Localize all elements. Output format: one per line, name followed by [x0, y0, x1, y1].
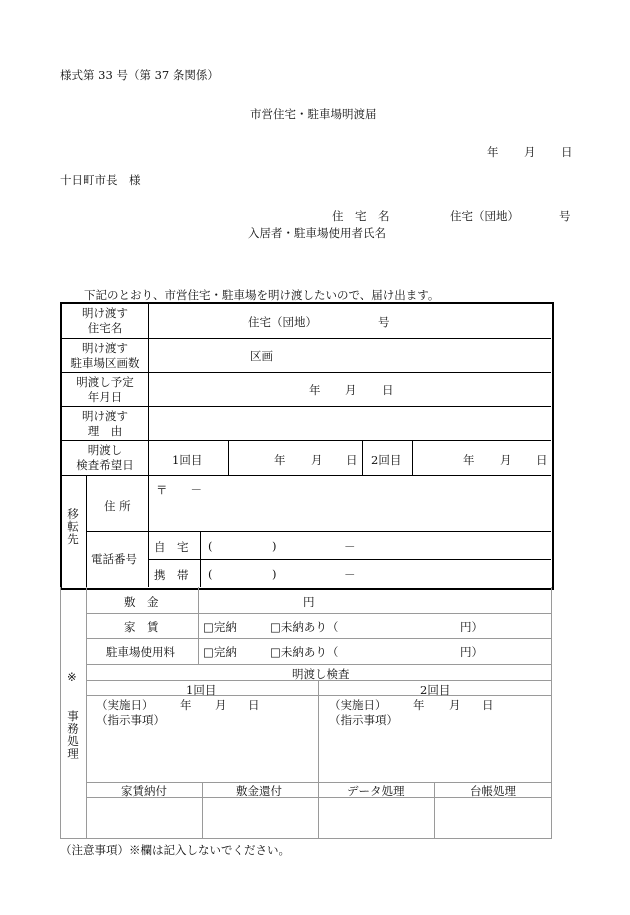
rent-unpaid-unit: 円）	[460, 620, 483, 634]
second-impl-year: 年	[413, 698, 425, 712]
inspection-second-month[interactable]: 月	[500, 453, 512, 467]
rent-payment-header: 家賃納付	[121, 784, 167, 798]
document-title: 市営住宅・駐車場明渡届	[250, 107, 377, 121]
housing-number-suffix: 号	[559, 209, 571, 223]
form-number: 様式第 33 号（第 37 条関係）	[60, 68, 219, 82]
first-impl-month: 月	[215, 698, 227, 712]
home-phone-paren-open: (	[208, 539, 213, 553]
deposit-label: 敷 金	[124, 595, 159, 609]
deposit-unit: 円	[303, 595, 315, 609]
first-impl-day: 日	[248, 698, 260, 712]
inspection-first-day[interactable]: 日	[346, 453, 358, 467]
row-inspection-label: 明渡し 検査希望日	[76, 443, 134, 472]
inspection-first-label: 1回目	[172, 453, 203, 467]
ledger-processing-header: 台帳処理	[470, 784, 516, 798]
data-processing-header: データ処理	[347, 784, 405, 798]
footer-note: （注意事項）※欄は記入しないでください。	[60, 843, 290, 857]
home-phone-label: 自 宅	[154, 540, 189, 554]
inspection-second-label: 2回目	[371, 453, 402, 467]
row-parking-label: 明け渡す 駐車場区画数	[70, 340, 140, 370]
inspection-first-year[interactable]: 年	[274, 453, 286, 467]
second-impl-month: 月	[449, 698, 461, 712]
date-day-label: 日	[561, 145, 573, 159]
row-reason-label: 明け渡す 理 由	[82, 408, 128, 438]
rent-label: 家 賃	[124, 620, 159, 634]
parking-unpaid-checkbox[interactable]: □未納あり（	[270, 645, 339, 659]
row-date-day[interactable]: 日	[382, 383, 394, 397]
postal-code-field[interactable]: 〒 －	[156, 483, 202, 497]
inspection-first-header: 1回目	[186, 683, 217, 697]
office-table-left-border	[60, 587, 61, 838]
office-table-bottom-border	[60, 838, 552, 839]
rent-paid-checkbox[interactable]: □完納	[203, 620, 237, 634]
addressee: 十日町市長 様	[60, 173, 141, 187]
address-label: 住 所	[104, 499, 131, 513]
parking-fee-label: 駐車場使用料	[106, 645, 175, 659]
second-instructions-label: （指示事項）	[329, 713, 398, 727]
mobile-phone-label: 携 帯	[154, 568, 189, 582]
row-housing-label: 明け渡す 住宅名	[82, 305, 128, 335]
parking-unpaid-unit: 円）	[460, 645, 483, 659]
date-month-label: 月	[524, 145, 536, 159]
deposit-refund-header: 敷金還付	[236, 784, 282, 798]
office-use-mark: ※	[67, 670, 77, 684]
row-housing-suffix: 号	[378, 315, 390, 329]
office-use-label: 事務処理	[66, 710, 80, 760]
mobile-phone-paren-open: (	[208, 567, 213, 581]
row-date-month[interactable]: 月	[345, 383, 357, 397]
second-impl-day: 日	[482, 698, 494, 712]
first-impl-date-label: （実施日）	[96, 698, 154, 712]
office-table-right-border	[551, 587, 552, 838]
mobile-phone-dash: －	[344, 568, 356, 582]
phone-label: 電話番号	[91, 552, 137, 566]
resident-name-label: 入居者・駐車場使用者氏名	[248, 226, 386, 240]
inspection-title: 明渡し検査	[292, 667, 350, 681]
inspection-second-day[interactable]: 日	[536, 453, 548, 467]
row-date-year[interactable]: 年	[309, 383, 321, 397]
row-parking-value[interactable]: 区画	[250, 349, 273, 363]
row-date-label: 明渡し予定 年月日	[76, 374, 134, 404]
second-impl-date-label: （実施日）	[329, 698, 387, 712]
date-year-label: 年	[487, 145, 499, 159]
first-instructions-label: （指示事項）	[96, 713, 165, 727]
housing-name-value: 住宅（団地）	[450, 209, 519, 223]
home-phone-dash: －	[344, 540, 356, 554]
intro-text: 下記のとおり、市営住宅・駐車場を明け渡したいので、届け出ます。	[84, 288, 440, 302]
inspection-second-year[interactable]: 年	[463, 453, 475, 467]
inspection-second-header: 2回目	[420, 683, 451, 697]
first-impl-year: 年	[180, 698, 192, 712]
home-phone-paren-close: )	[272, 539, 277, 553]
rent-unpaid-checkbox[interactable]: □未納あり（	[270, 620, 339, 634]
row-housing-value[interactable]: 住宅（団地）	[248, 315, 317, 329]
parking-paid-checkbox[interactable]: □完納	[203, 645, 237, 659]
mobile-phone-paren-close: )	[272, 567, 277, 581]
inspection-first-month[interactable]: 月	[311, 453, 323, 467]
move-destination-label: 移転先	[66, 508, 80, 546]
housing-name-label: 住 宅 名	[332, 209, 390, 223]
